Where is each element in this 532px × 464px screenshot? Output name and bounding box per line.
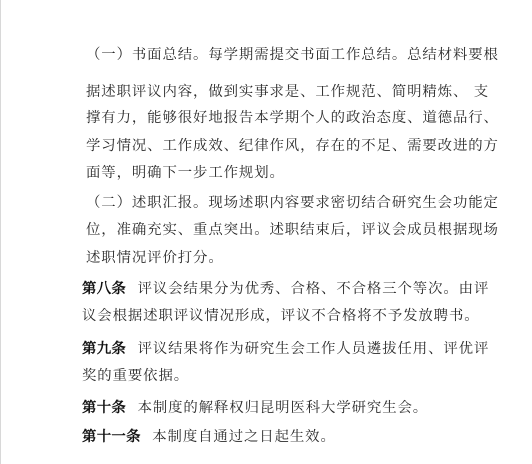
text-line-7: 位，准确充实、重点突出。述职结束后，评议会成员根据现场 (86, 222, 499, 238)
article-11-text: 本制度自通过之日起生效。 (152, 429, 336, 445)
article-8-text: 评议会结果分为优秀、合格、不合格三个等次。由评 (137, 281, 490, 297)
article-9 (82, 339, 489, 359)
text-line-3: 撑有力，能够很好地报告本学期个人的政治态度、道德品行、 (86, 110, 499, 126)
article-11-label: 第十一条 (82, 429, 141, 445)
text-line-4: 学习情况、工作成效、纪律作风，存在的不足、需要改进的方 (86, 138, 499, 154)
article-10 (82, 398, 428, 418)
article-10-text: 本制度的解释权归昆明医科大学研究生会。 (137, 400, 429, 416)
article-10-label: 第十条 (82, 400, 127, 416)
text-line-10: 议会根据述职评议情况形成，评议不合格将不予发放聘书。 (82, 308, 480, 324)
page-left-edge (0, 0, 1, 464)
article-8-label: 第八条 (82, 281, 127, 297)
text-line-2: 据述职评议内容，做到实事求是、工作规范、简明精炼、 支 (86, 84, 490, 100)
article-8 (82, 279, 489, 299)
text-line-8: 述职情况评价打分。 (86, 250, 224, 266)
text-line-6: （二）述职汇报。现场述职内容要求密切结合研究生会功能定 (86, 195, 499, 211)
article-11 (82, 427, 336, 447)
text-line-12: 奖的重要依据。 (82, 368, 190, 384)
text-line-1: （一）书面总结。每学期需提交书面工作总结。总结材料要根 (86, 47, 499, 63)
article-9-label: 第九条 (82, 341, 127, 357)
article-9-text: 评议结果将作为研究生会工作人员遴拔任用、评优评 (137, 341, 490, 357)
text-line-5: 面等，明确下一步工作规划。 (86, 165, 285, 181)
